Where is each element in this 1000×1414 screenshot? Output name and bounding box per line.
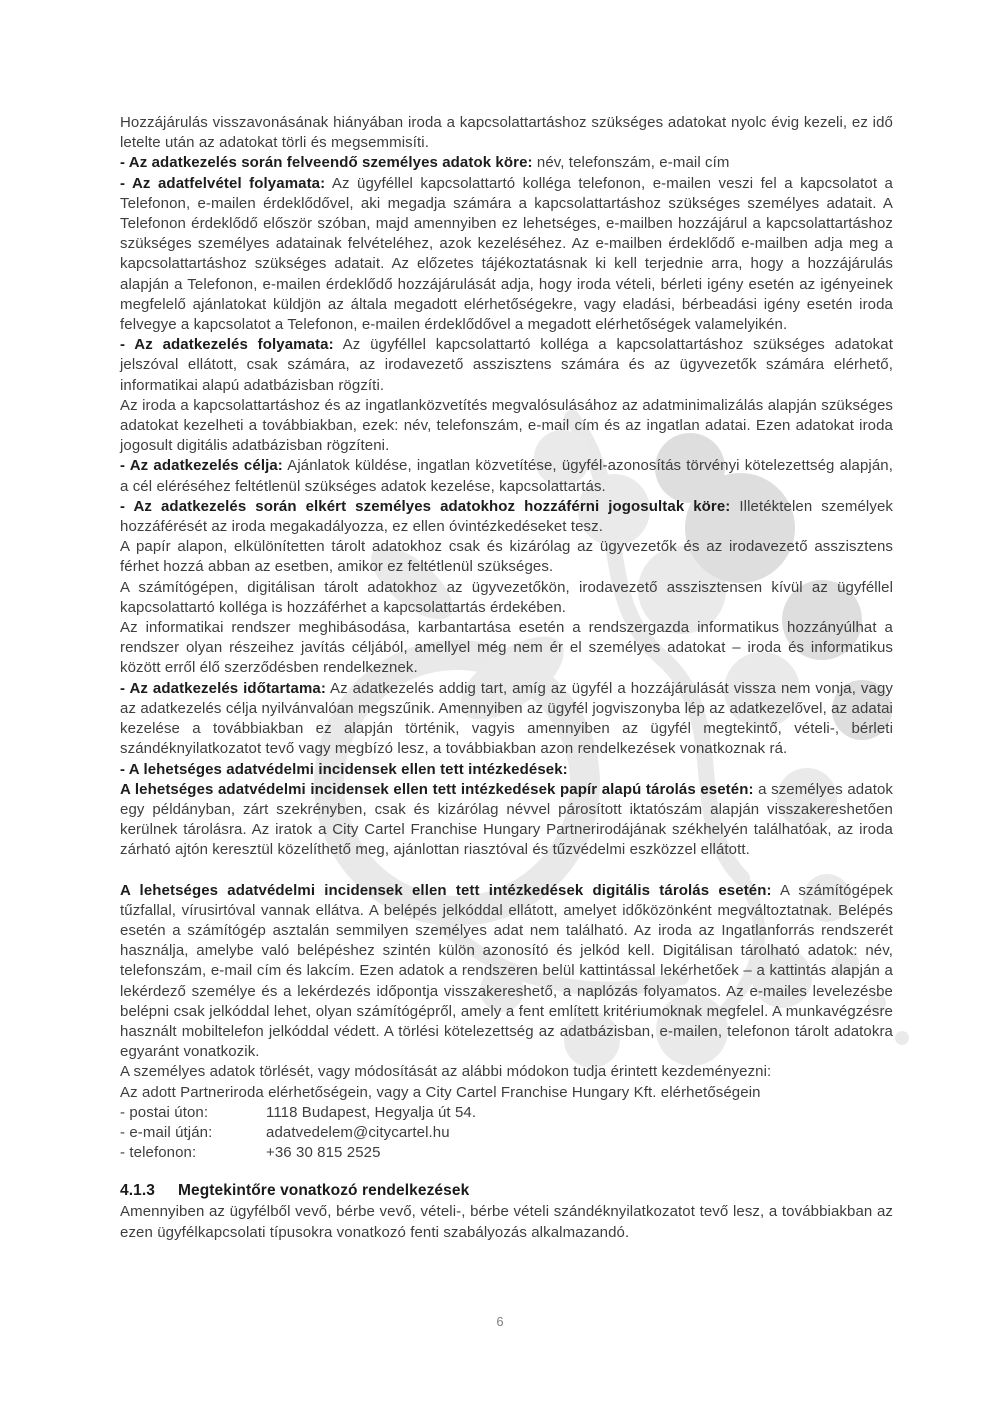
text-run: a személyes adatok egy példányban, zárt szekrényben, csak és kizárólag névvel párosított iktatószám alapján visszakereshetően kerülnek tárolásra. Az iratok a City Cartel Franchise Hungary Partnerirodájának székhelyén találhatóak, az iroda zárható ajtón keresztül közelíthető meg, ajánlottan riasztóval és tűzvédelmi eszközzel ellátott. <box>120 780 893 859</box>
paragraph <box>120 396 893 457</box>
paragraph <box>120 456 893 496</box>
section-title: Megtekintőre vonatkozó rendelkezések <box>178 1182 470 1200</box>
paragraph <box>120 679 893 760</box>
text-run: Az ügyféllel kapcsolattartó kolléga a kapcsolattartáshoz szükséges adatokat jelszóval ellátott, csak számára, az irodavezető asszisztens számára és az ügyvezetők számára elérhető, informatikai alapú adatbázisban rögzíti. <box>120 336 893 394</box>
paragraph <box>120 760 893 780</box>
section-number: 4.1.3 <box>120 1182 155 1200</box>
contact-row <box>120 1143 893 1163</box>
paragraph <box>120 1083 893 1103</box>
text-run: A számítógépen, digitálisan tárolt adatokhoz az ügyvezetőkön, irodavezető asszisztensen kívül az ügyféllel kapcsolattartó kolléga is hozzáférhet a kapcsolattartás érdekében. <box>120 578 893 616</box>
contact-row <box>120 1123 893 1143</box>
bold-run: - Az adatkezelés során elkért személyes adatokhoz hozzáférni jogosultak köre: <box>120 497 731 515</box>
paragraph <box>120 1062 893 1082</box>
paragraph <box>120 1202 893 1242</box>
paragraph <box>120 335 893 396</box>
text-run: A papír alapon, elkülönítetten tárolt adatokhoz csak és kizárólag az ügyvezetők és az irodavezető asszisztens férhet hozzá abban az esetben, amikor ez feltétlenül szükséges. <box>120 538 893 576</box>
paragraph <box>120 578 893 618</box>
document-body <box>120 113 893 1243</box>
bold-run: - Az adatfelvétel folyamata: <box>120 174 326 192</box>
text-run: A személyes adatok törlését, vagy módosítását az alábbi módokon tudja érintett kezdeményezni: <box>120 1063 772 1081</box>
paragraph <box>120 537 893 577</box>
paragraph <box>120 618 893 679</box>
text-run: Az informatikai rendszer meghibásodása, karbantartása esetén a rendszergazda informatikus hozzányúlhat a rendszer olyan részeihez javítás céljából, amellyel még nem ér el személyes adatokat – iroda és informatikus között erről élő szerződésben rendelkeznek. <box>120 619 893 677</box>
text-run: A számítógépek tűzfallal, vírusirtóval vannak ellátva. A belépés jelkóddal ellátott, amelyet időközönként megváltoztatnak. Belépés esetén a számítógép asztalán semmilyen személyes adat nem található. Az iroda az Ingatlanforrás rendszerét használja, amelybe való belépéshez szintén külön azonosító és jelkód kell. Digitálisan tárolható adatok: név, telefonszám, e-mail cím és lakcím. Ezen adatok a rendszeren belül kattintással lekérhetőek – a kattintás alapján a lekérdező személye és a lekérdezés időpontja visszakereshető, a naplózás folyamatos. Az e-mailes levelezésbe belépni csak jelkóddal lehet, olyan számítógépről, amely a fent említett kritériumoknak megfelel. A munkavégzésre használt mobiltelefon jelkóddal védett. A törlési kötelezettség az adatbázisban, e-mailen, telefonon tárolt adatokra egyaránt vonatkozik. <box>120 881 893 1061</box>
text-run: Amennyiben az ügyfélből vevő, bérbe vevő, vételi-, bérbe vételi szándéknyilatkozatot tevő lesz, a továbbiakban az ezen ügyfélkapcsolati típusokra vonatkozó fenti szabályozás alkalmazandó. <box>120 1203 893 1241</box>
paragraph <box>120 113 893 153</box>
section-heading <box>120 1180 893 1202</box>
paragraph <box>120 780 893 861</box>
contact-value: 1118 Budapest, Hegyalja út 54. <box>266 1103 477 1121</box>
text-run: Az adatkezelés addig tart, amíg az ügyfél a hozzájárulását vissza nem vonja, vagy az adatkezelés célja nyilvánvalóan megszűnik. Amennyiben az ügyfél jogviszonyba lép az adatkezelővel, az adatai kezelése a továbbiakban ez alapján történik, vagyis amennyiben az ügyfél megtekintő, vételi-, bérleti szándéknyilatkozatot tevő vagy megbízó lesz, a továbbiakban azon rendelkezések vonatkoznak rá. <box>120 679 893 758</box>
paragraph <box>120 153 893 173</box>
paragraph <box>120 497 893 537</box>
bold-run: - Az adatkezelés során felveendő személyes adatok köre: <box>120 154 533 172</box>
paragraph-spacer <box>120 861 893 881</box>
text-run: Hozzájárulás visszavonásának hiányában iroda a kapcsolattartáshoz szükséges adatokat nyolc évig kezeli, ez idő letelte után az adatokat törli és megsemmisíti. <box>120 114 893 152</box>
contact-label: - e-mail útján: <box>120 1123 213 1141</box>
contact-label: - telefonon: <box>120 1144 197 1162</box>
bold-run: A lehetséges adatvédelmi incidensek ellen tett intézkedések digitális tárolás esetén: <box>120 881 772 899</box>
paragraph <box>120 881 893 1063</box>
text-run: Az iroda a kapcsolattartáshoz és az ingatlanközvetítés megvalósulásához az adatminimalizálás alapján szükséges adatokat kezelheti a továbbiakban, ezek: név, telefonszám, e-mail cím és az ingatlan adatai. Ezen adatokat iroda jogosult digitális adatbázisban rögzíteni. <box>120 396 893 455</box>
contact-row <box>120 1103 893 1123</box>
bold-run: A lehetséges adatvédelmi incidensek ellen tett intézkedések papír alapú tárolás esetén: <box>120 780 754 798</box>
bold-run: - Az adatkezelés folyamata: <box>120 336 334 354</box>
text-run: Illetéktelen személyek hozzáférését az iroda megakadályozza, ez ellen óvintézkedéseket tesz. <box>120 497 893 536</box>
page-number: 6 <box>496 1314 504 1329</box>
text-run: Az adott Partneriroda elérhetőségein, vagy a City Cartel Franchise Hungary Kft. elérhetőségein <box>120 1083 761 1101</box>
bold-run: - A lehetséges adatvédelmi incidensek ellen tett intézkedések: <box>120 760 568 778</box>
text-run: név, telefonszám, e-mail cím <box>532 154 730 172</box>
contact-value: adatvedelem@citycartel.hu <box>266 1123 450 1141</box>
bold-run: - Az adatkezelés célja: <box>120 457 283 475</box>
text-run: Az ügyféllel kapcsolattartó kolléga telefonon, e-mailen veszi fel a kapcsolatot a Telefonon, e-mailen érdeklődővel, aki megadja számára a kapcsolattartáshoz szükséges személyes adatait. A Telefonon érdeklődő először szóban, majd amennyiben ez lehetséges, e-mailben hozzájárul a kapcsolattartáshoz szükséges személyes adatainak felvételéhez, azok kezeléséhez. Az e-mailben érdeklődő e-mailben adja meg a kapcsolattartáshoz szükséges adatait. Az előzetes tájékoztatásnak ki kell terjednie arra, hogy a hozzájárulás alapján a Telefonon, e-mailen érdeklődő hozzájárulását adja, hogy iroda vételi, bérleti igény esetén az igényeinek megfelelő ajánlatokat küldjön az általa megadott elérhetőségekre, vagy eladási, bérbeadási igény esetén iroda felvegye a kapcsolatot a Telefonon, e-mailen érdeklődővel a megadott elérhetőségek valamelyikén. <box>120 174 893 334</box>
text-run: Ajánlatok küldése, ingatlan közvetítése, ügyfél-azonosítás törvényi kötelezettség alapján, a cél eléréséhez feltétlenül szükséges adatok kezelése, kapcsolattartás. <box>120 457 894 495</box>
contact-label: - postai úton: <box>120 1103 209 1121</box>
contact-value: +36 30 815 2525 <box>266 1144 381 1162</box>
bold-run: - Az adatkezelés időtartama: <box>120 679 326 697</box>
paragraph <box>120 174 893 336</box>
